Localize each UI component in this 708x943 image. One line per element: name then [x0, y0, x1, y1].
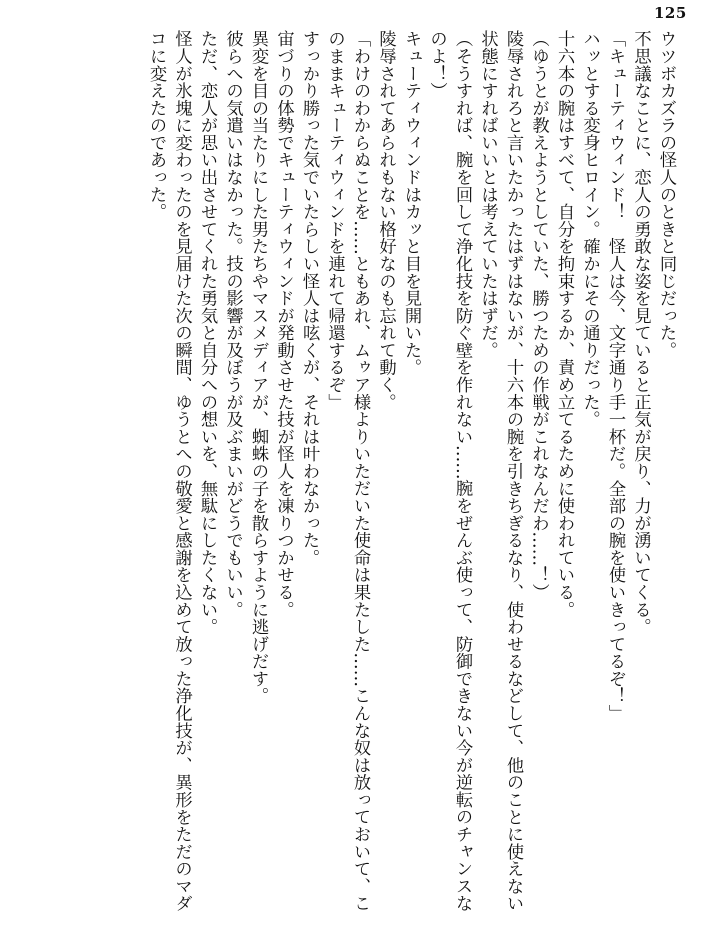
- page-number: 125: [654, 4, 687, 22]
- text-line: キューティウィンドはカッと目を見開いた。: [401, 30, 421, 376]
- text-line: ウツボカズラの怪人のときと同じだった。: [656, 30, 676, 359]
- text-line: （そうすれば、腕を回して浄化技を防ぐ壁を作れない……腕をぜんぶ使って、防御できない今が逆転のチャンスなのよ！）: [426, 30, 472, 912]
- text-line: すっかり勝った気でいたらしい怪人は呟くが、それは叶わなかった。: [299, 30, 319, 566]
- body-text: [146, 30, 678, 920]
- text-line: 十六本の腕はすべて、自分を拘束するか、責め立てるために使われている。: [554, 30, 574, 618]
- text-line: 陵辱されてあられもない格好なのも忘れて動く。: [375, 30, 396, 411]
- text-line: 「キューティウィンド！ 怪人は今、文字通り手一杯だ。全部の腕を使いきってるぞ！」: [605, 30, 625, 722]
- text-line: ただ、恋人が思い出させてくれた勇気と自分への想いを、無駄にしたくない。: [197, 30, 217, 636]
- text-line: 不思議なことに、恋人の勇敢な姿を見ていると正気が戻り、力が湧いてくる。: [630, 30, 651, 636]
- text-line: 陵辱されろと言いたかったはずはないが、十六本の腕を引きちぎるなり、使わせるなどして、他のことに使えない状態にすればいいとは考えていたはずだ。: [477, 30, 523, 912]
- text-line: 異変を目の当たりにした男たちやマスメディアが、蜘蛛の子を散らすように逃げだす。: [248, 30, 268, 705]
- text-line: 怪人が氷塊に変わったのを見届けた次の瞬間、ゆうとへの敬愛と感謝を込めて放った浄化技が、異形をただのマダコに変えたのであった。: [146, 30, 192, 912]
- text-line: （ゆうとが教えようとしていた、勝つための作戦がこれなんだわ……！）: [528, 30, 549, 601]
- text-line: 彼らへの気遣いはなかった。技の影響が及ぼうが及ぶまいがどうでもいい。: [222, 30, 243, 618]
- text-line: ハッとする変身ヒロイン。確かにその通りだった。: [579, 30, 600, 428]
- text-line: 「わけのわからぬことを……ともあれ、ムゥア様よりいただいた使命は果たした……こんな奴は放っておいて、このままキューティウィンドを連れて帰還するぞ」: [324, 30, 370, 912]
- text-line: 宙づりの体勢でキューティウィンドが発動させた技が怪人を凍りつかせる。: [273, 30, 294, 618]
